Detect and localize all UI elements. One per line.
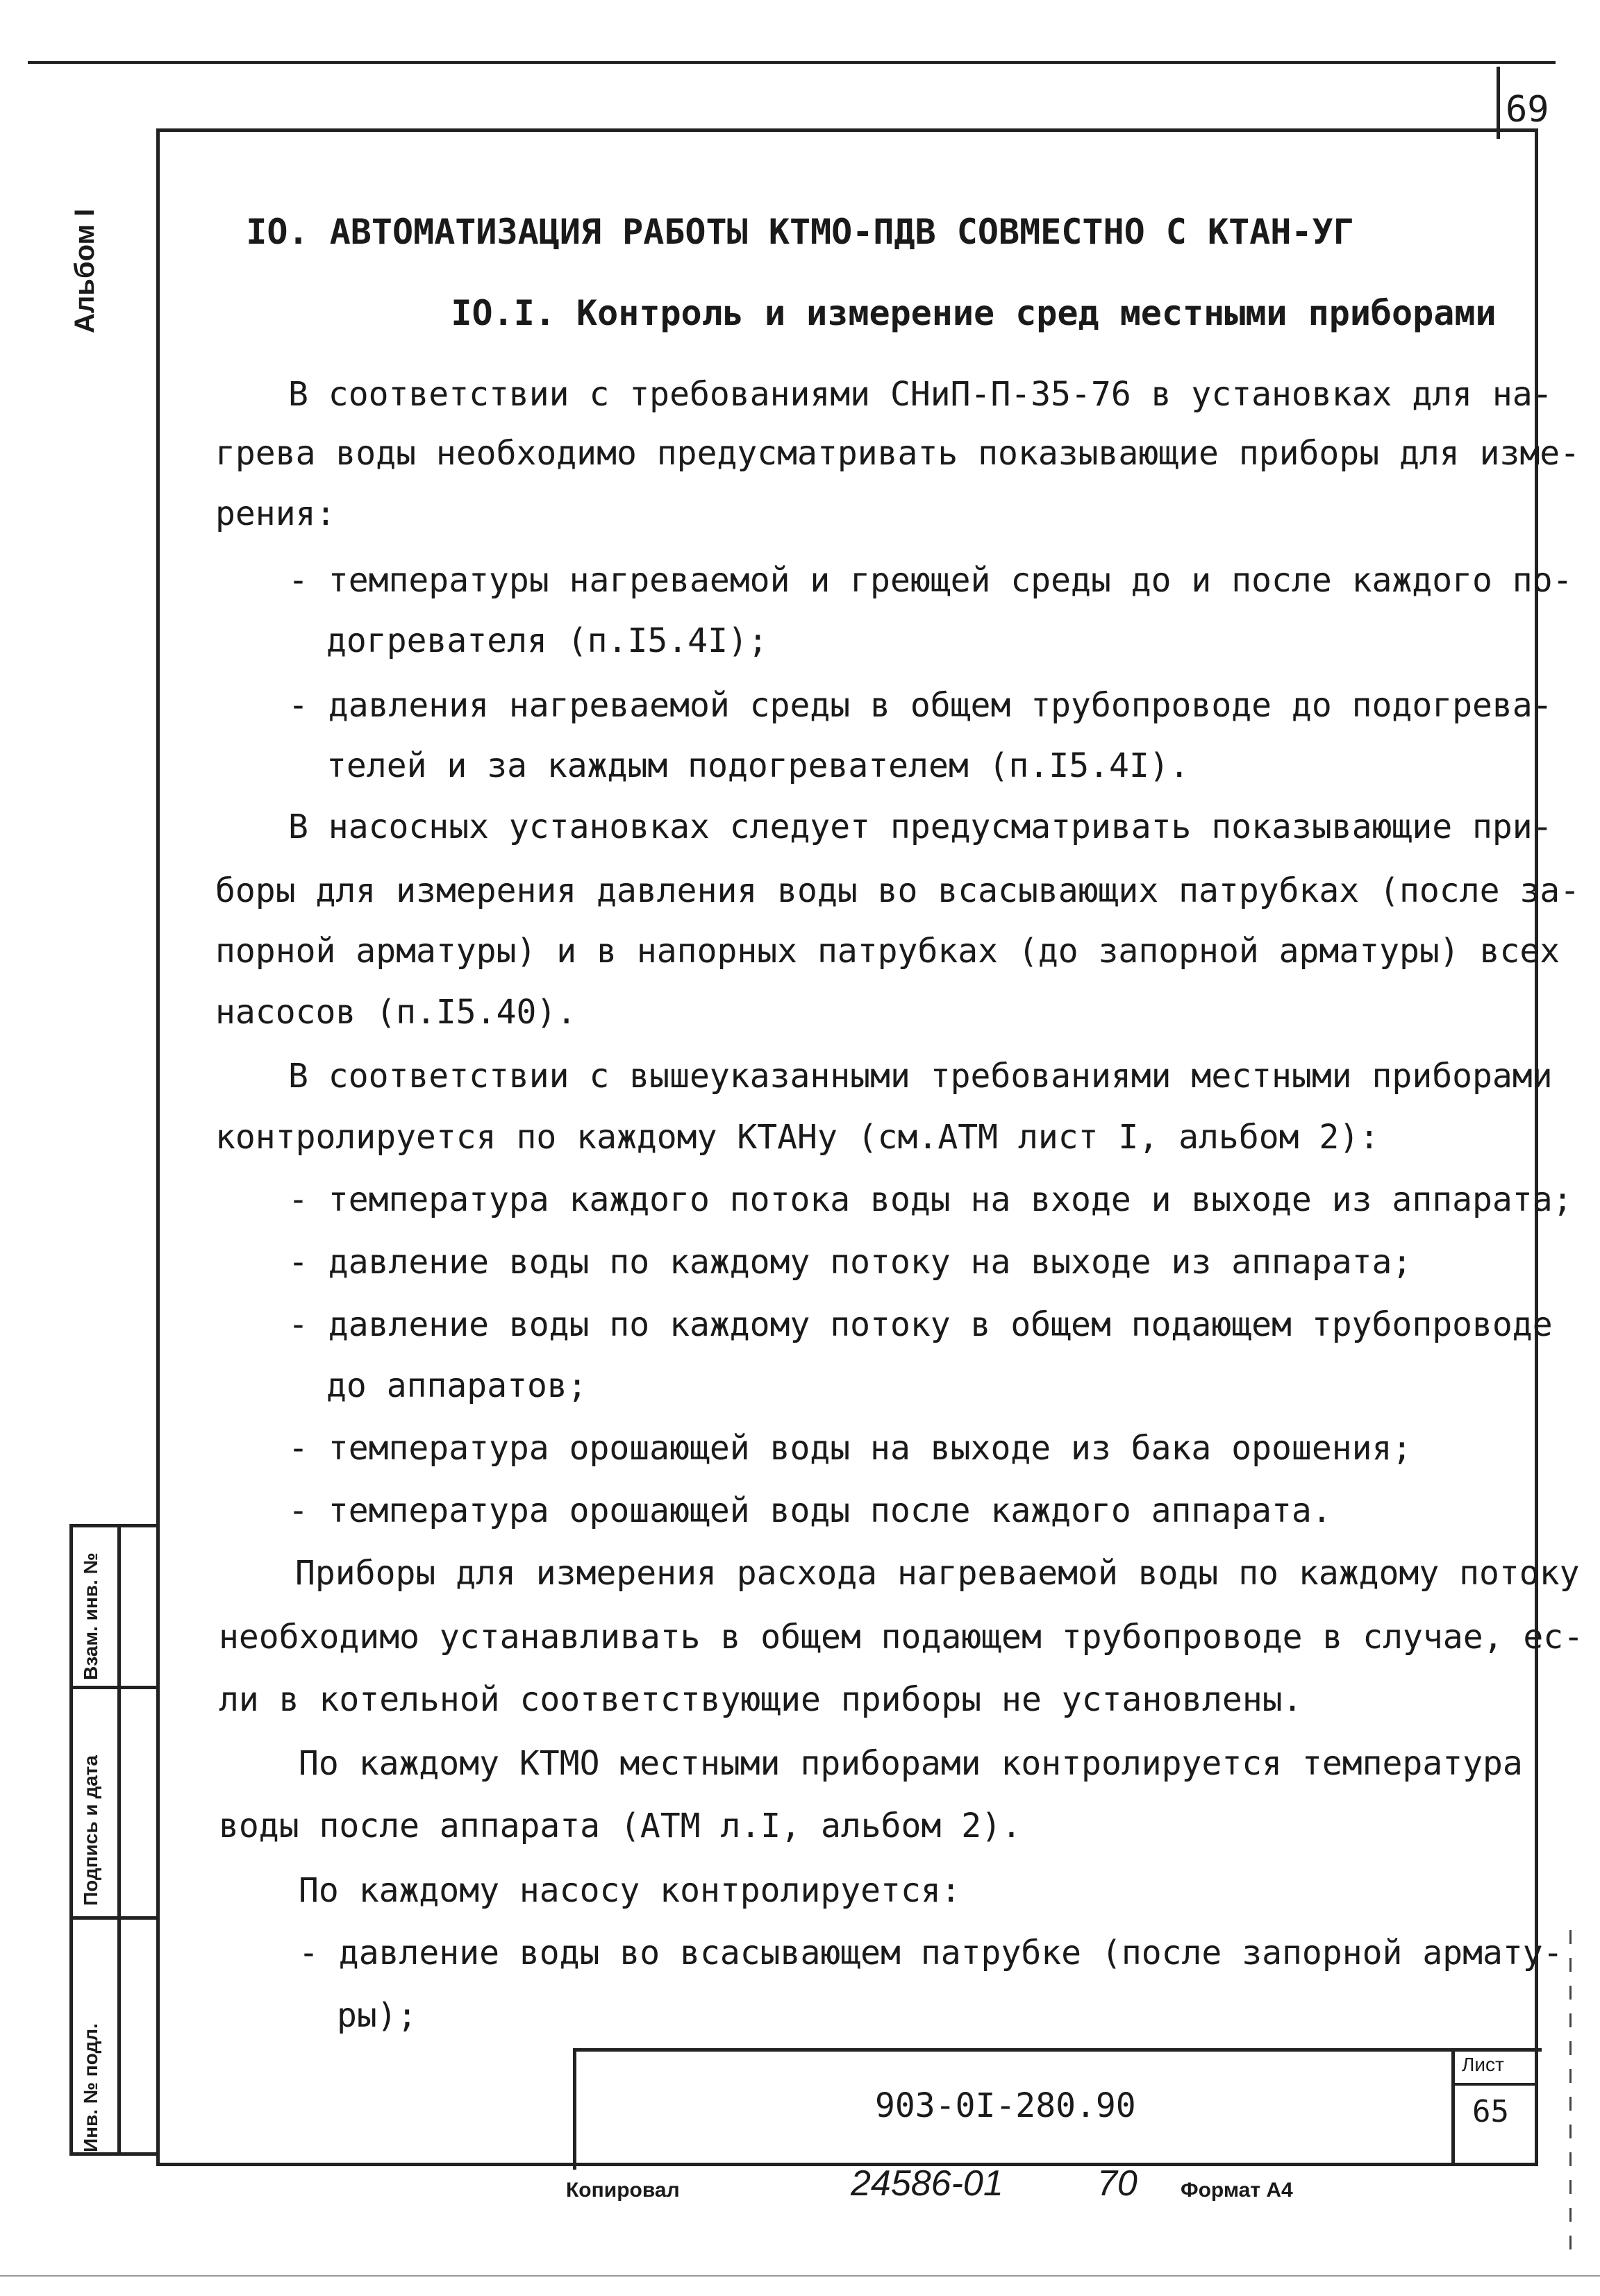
section-title: IO. АВТОМАТИЗАЦИЯ РАБОТЫ КТМО-ПДВ СОВМЕСТНО С КТАН-УГ	[246, 212, 1354, 252]
title-block-sheet-divider	[1455, 2083, 1538, 2086]
handwritten-page: 70	[1097, 2163, 1138, 2204]
text-line: воды после аппарата (АТМ л.I, альбом 2).	[219, 1807, 1022, 1845]
text-line: рения:	[215, 494, 336, 533]
text-line: - температура орошающей воды после каждого аппарата.	[288, 1491, 1332, 1530]
text-line: насосов (п.I5.40).	[215, 993, 577, 1032]
top-rule	[28, 61, 1556, 64]
text-line: Приборы для измерения расхода нагреваемой воды по каждому потоку	[295, 1554, 1580, 1593]
text-line: - температура орошающей воды на выходе из бака орошения;	[288, 1429, 1412, 1468]
text-line: В соответствии с вышеуказанными требованиями местными приборами	[288, 1057, 1553, 1096]
side-stamp-table	[69, 1524, 160, 2156]
text-line: - давление воды во всасывающем патрубке (после запорной армату-	[299, 1934, 1563, 1972]
text-line: По каждому насосу контролируется:	[299, 1871, 961, 1910]
sheet-number: 65	[1472, 2094, 1509, 2129]
title-block-divider	[1451, 2048, 1455, 2166]
side-table-row-divider	[73, 1916, 156, 1920]
text-line: ры);	[337, 1996, 417, 2035]
text-line: В насосных установках следует предусматривать показывающие при-	[288, 807, 1553, 846]
text-line: необходимо устанавливать в общем подающем трубопроводе в случае, ес-	[219, 1618, 1584, 1657]
text-line: догревателя (п.I5.4I);	[326, 621, 768, 660]
subsection-title: IO.I. Контроль и измерение сред местными приборами	[451, 293, 1497, 333]
text-line: до аппаратов;	[326, 1366, 588, 1405]
format-label: Формат А4	[1181, 2179, 1293, 2202]
handwritten-number: 24586-01	[851, 2163, 1003, 2204]
text-line: В соответствии с требованиями СНиП-П-35-76 в установках для на-	[288, 375, 1553, 414]
side-label-signature-date: Подпись и дата	[80, 1755, 101, 1906]
text-line: По каждому КТМО местными приборами контролируется температура	[299, 1744, 1523, 1783]
text-line: ли в котельной соответствующие приборы не установлены.	[219, 1680, 1303, 1719]
text-line: контролируется по каждому КТАНу (см.АТМ лист I, альбом 2):	[215, 1118, 1380, 1157]
side-table-column-divider	[117, 1527, 121, 2152]
side-table-row-divider	[73, 1686, 156, 1689]
text-line: - давления нагреваемой среды в общем трубопроводе до подогрева-	[288, 686, 1553, 725]
side-label-original-inv: Инв. № подл.	[80, 2023, 101, 2152]
text-line: - давление воды по каждому потоку в общем подающем трубопроводе	[288, 1305, 1553, 1344]
document-number: 903-0I-280.90	[875, 2086, 1136, 2125]
text-line: телей и за каждым подогревателем (п.I5.4I).	[326, 746, 1190, 785]
side-album-label: Альбом I	[69, 208, 100, 333]
bottom-rule	[0, 2275, 1600, 2277]
sheet-label: Лист	[1462, 2054, 1504, 2075]
page-number-top: 69	[1506, 89, 1549, 131]
text-line: - температуры нагреваемой и греющей среды до и после каждого по-	[288, 561, 1573, 600]
scan-edge-marks	[1569, 1930, 1572, 2263]
text-line: - температура каждого потока воды на входе и выходе из аппарата;	[288, 1180, 1573, 1219]
text-line: порной арматуры) и в напорных патрубках (до запорной арматуры) всех	[215, 932, 1560, 971]
side-label-replacement-inv: Взам. инв. №	[80, 1552, 101, 1680]
text-line: - давление воды по каждому потоку на выходе из аппарата;	[288, 1243, 1412, 1282]
text-line: грева воды необходимо предусматривать показывающие приборы для изме-	[215, 434, 1581, 473]
text-line: боры для измерения давления воды во всасывающих патрубках (после за-	[215, 871, 1581, 910]
copied-label: Копировал	[566, 2179, 680, 2202]
